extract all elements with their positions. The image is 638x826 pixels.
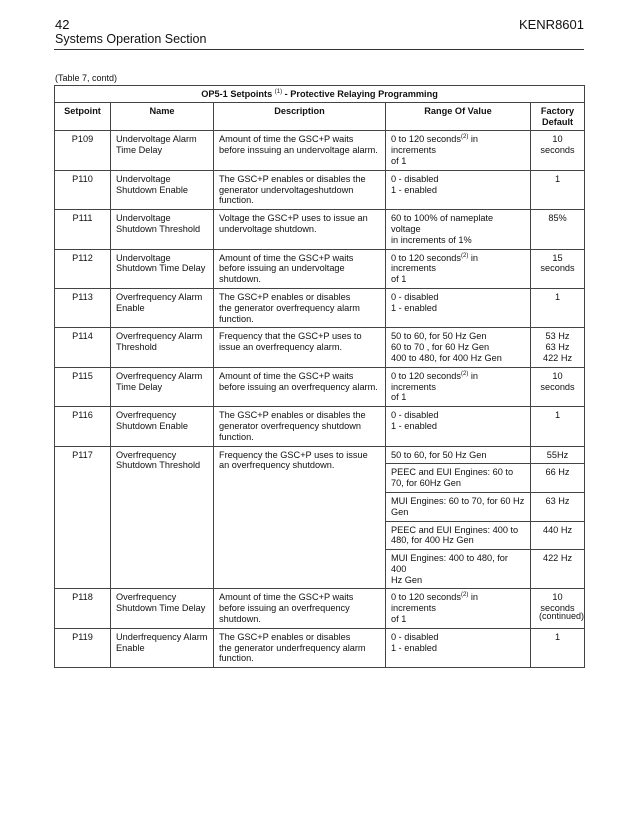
range-cell: 0 - disabled 1 - enabled xyxy=(386,170,531,209)
description-cell: Voltage the GSC+P uses to issue an undervoltage shutdown. xyxy=(214,210,386,249)
default-cell: 15 seconds xyxy=(531,249,585,288)
table-row xyxy=(55,131,585,170)
range-cell: 0 to 120 seconds$^{(2)}$ in increments of 1 xyxy=(386,131,531,170)
footnote-ref: (2) xyxy=(460,252,469,259)
description-cell: Frequency that the GSC+P uses to issue an overfrequency alarm. xyxy=(214,328,386,367)
col-setpoint: Setpoint xyxy=(55,102,111,131)
table-row xyxy=(55,628,585,667)
name-cell: Overfrequency Alarm Time Delay xyxy=(111,367,214,406)
name-cell: Overfrequency Shutdown Enable xyxy=(111,407,214,446)
table-row xyxy=(55,446,585,464)
table-row xyxy=(55,210,585,249)
setpoint-cell: P113 xyxy=(55,288,111,327)
footnote-ref: (2) xyxy=(460,134,469,141)
name-cell: Underfrequency Alarm Enable xyxy=(111,628,214,667)
description-cell: Frequency the GSC+P uses to issue an overfrequency shutdown. xyxy=(214,446,386,589)
name-cell: Undervoltage Shutdown Enable xyxy=(111,170,214,209)
continued-note: (continued) xyxy=(538,611,584,621)
document-id: KENR8601 xyxy=(518,17,584,32)
page-number: 42 xyxy=(55,17,70,32)
default-cell: 422 Hz xyxy=(531,550,585,589)
description-cell: The GSC+P enables or disables the generator undervoltageshutdown function. xyxy=(214,170,386,209)
table-body xyxy=(55,131,585,668)
description-cell: Amount of time the GSC+P waits before issuing an overfrequency alarm. xyxy=(214,367,386,406)
description-cell: Amount of time the GSC+P waits before issuing an undervoltage shutdown. xyxy=(214,249,386,288)
col-default: Factory Default xyxy=(531,102,585,131)
table-row xyxy=(55,367,585,406)
description-cell: The GSC+P enables or disables the generator overfrequency alarm function. xyxy=(214,288,386,327)
header-rule xyxy=(54,49,584,50)
default-cell: 1 xyxy=(531,170,585,209)
range-cell: 0 to 120 seconds$^{(2)}$ in increments of 1 xyxy=(386,249,531,288)
title-footnote-ref: (1) xyxy=(274,88,283,95)
setpoint-cell: P117 xyxy=(55,446,111,589)
default-cell: 10 seconds xyxy=(531,589,585,628)
setpoints-table xyxy=(54,85,585,668)
setpoint-cell: P114 xyxy=(55,328,111,367)
name-cell: Overfrequency Alarm Threshold xyxy=(111,328,214,367)
default-cell: 10 seconds xyxy=(531,367,585,406)
col-description: Description xyxy=(214,102,386,131)
setpoint-cell: P112 xyxy=(55,249,111,288)
default-cell: 1 xyxy=(531,628,585,667)
range-cell: PEEC and EUI Engines: 400 to 480, for 400 Hz Gen xyxy=(386,521,531,550)
default-cell: 1 xyxy=(531,288,585,327)
default-cell: 55Hz xyxy=(531,446,585,464)
table-row xyxy=(55,249,585,288)
table-row xyxy=(55,328,585,367)
table-row xyxy=(55,407,585,446)
range-cell: 0 - disabled 1 - enabled xyxy=(386,288,531,327)
setpoint-cell: P118 xyxy=(55,589,111,628)
range-cell: 0 - disabled 1 - enabled xyxy=(386,407,531,446)
default-cell: 85% xyxy=(531,210,585,249)
footnote-ref: (2) xyxy=(460,370,469,377)
name-cell: Overfrequency Shutdown Threshold xyxy=(111,446,214,589)
default-cell: 66 Hz xyxy=(531,464,585,493)
default-cell: 53 Hz 63 Hz 422 Hz xyxy=(531,328,585,367)
description-cell: The GSC+P enables or disables the generator underfrequency alarm function. xyxy=(214,628,386,667)
setpoint-cell: P111 xyxy=(55,210,111,249)
range-cell: 0 - disabled 1 - enabled xyxy=(386,628,531,667)
table-row xyxy=(55,170,585,209)
name-cell: Undervoltage Shutdown Time Delay xyxy=(111,249,214,288)
section-title: Systems Operation Section xyxy=(55,32,207,46)
default-cell: 440 Hz xyxy=(531,521,585,550)
range-cell: PEEC and EUI Engines: 60 to 70, for 60Hz Gen xyxy=(386,464,531,493)
range-cell: 50 to 60, for 50 Hz Gen xyxy=(386,446,531,464)
name-cell: Overfrequency Alarm Enable xyxy=(111,288,214,327)
range-cell: MUI Engines: 60 to 70, for 60 Hz Gen xyxy=(386,492,531,521)
range-cell: 60 to 100% of nameplate voltage in increments of 1% xyxy=(386,210,531,249)
table-caption: (Table 7, contd) xyxy=(55,73,118,83)
range-cell: MUI Engines: 400 to 480, for 400 Hz Gen xyxy=(386,550,531,589)
setpoint-cell: P115 xyxy=(55,367,111,406)
range-cell: 0 to 120 seconds$^{(2)}$ in increments of 1 xyxy=(386,367,531,406)
default-cell: 63 Hz xyxy=(531,492,585,521)
setpoint-cell: P110 xyxy=(55,170,111,209)
name-cell: Undervoltage Alarm Time Delay xyxy=(111,131,214,170)
name-cell: Overfrequency Shutdown Time Delay xyxy=(111,589,214,628)
range-cell: 0 to 120 seconds$^{(2)}$ in increments of 1 xyxy=(386,589,531,628)
range-cell: 50 to 60, for 50 Hz Gen 60 to 70 , for 60 Hz Gen 400 to 480, for 400 Hz Gen xyxy=(386,328,531,367)
setpoint-cell: P116 xyxy=(55,407,111,446)
description-cell: The GSC+P enables or disables the generator overfrequency shutdown function. xyxy=(214,407,386,446)
setpoint-cell: P109 xyxy=(55,131,111,170)
table-title: OP5-1 Setpoints $^{(1)}$ - Protective Relaying Programming xyxy=(55,86,585,103)
column-header-row xyxy=(55,102,585,131)
footnote-ref: (2) xyxy=(460,592,469,599)
col-name: Name xyxy=(111,102,214,131)
table-row xyxy=(55,288,585,327)
name-cell: Undervoltage Shutdown Threshold xyxy=(111,210,214,249)
description-cell: Amount of time the GSC+P waits before issuing an overfrequency shutdown. xyxy=(214,589,386,628)
setpoint-cell: P119 xyxy=(55,628,111,667)
table-row xyxy=(55,589,585,628)
default-cell: 10 seconds xyxy=(531,131,585,170)
col-range: Range Of Value xyxy=(386,102,531,131)
default-cell: 1 xyxy=(531,407,585,446)
description-cell: Amount of time the GSC+P waits before inssuing an undervoltage alarm. xyxy=(214,131,386,170)
